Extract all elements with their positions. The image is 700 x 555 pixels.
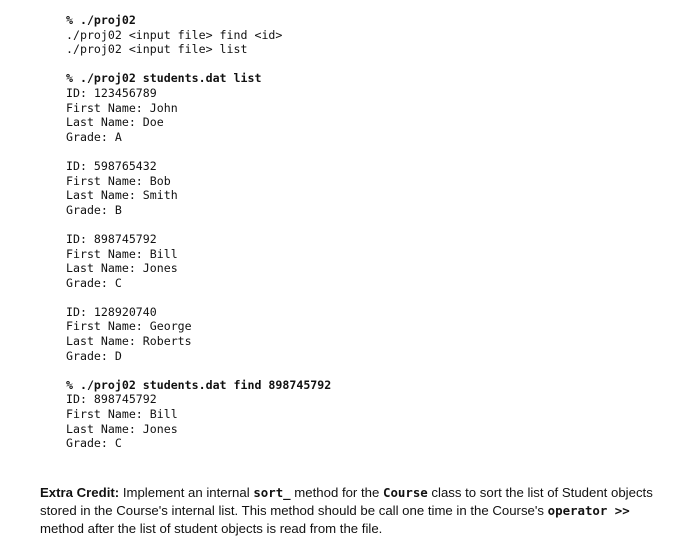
record-first-name: First Name: John [66,100,178,115]
extra-credit-text: method after the list of student objects is read from the file. [40,521,383,536]
record-first-name: First Name: Bill [66,407,178,422]
extra-credit-label: Extra Credit: [40,485,120,500]
find-command: % ./proj02 students.dat find 898745792 [66,377,332,392]
record-grade: Grade: C [66,275,122,290]
usage-line: ./proj02 <input file> list [66,42,248,57]
usage-line: ./proj02 <input file> find <id> [66,27,283,42]
list-command: % ./proj02 students.dat list [66,71,262,86]
record-first-name: First Name: Bill [66,246,178,261]
record-id: ID: 123456789 [66,85,157,100]
record-grade: Grade: A [66,129,122,144]
extra-credit-text: Implement an internal [119,485,254,500]
record-id: ID: 898745792 [66,231,157,246]
course-class-code: Course [383,485,428,500]
record-last-name: Last Name: Doe [66,115,164,130]
record-first-name: First Name: Bob [66,173,171,188]
record-grade: Grade: D [66,348,122,363]
sort-method-code: sort_ [253,485,291,500]
record-first-name: First Name: George [66,319,192,334]
operator-code: operator >> [547,503,630,518]
terminal-output [66,13,666,451]
extra-credit-paragraph [40,484,660,538]
extra-credit-text: method for the [290,485,383,500]
record-id: ID: 898745792 [66,392,157,407]
record-grade: Grade: B [66,202,122,217]
usage-command: % ./proj02 [66,13,136,27]
record-last-name: Last Name: Roberts [66,334,192,349]
record-last-name: Last Name: Smith [66,188,178,203]
record-id: ID: 598765432 [66,158,157,173]
record-grade: Grade: C [66,436,122,451]
record-last-name: Last Name: Jones [66,421,178,436]
record-last-name: Last Name: Jones [66,261,178,276]
record-id: ID: 128920740 [66,304,157,319]
extra-credit-text: class to sort the list of Student objects stored in the Course's internal list. This method should be call one time in the Course's [40,485,653,518]
